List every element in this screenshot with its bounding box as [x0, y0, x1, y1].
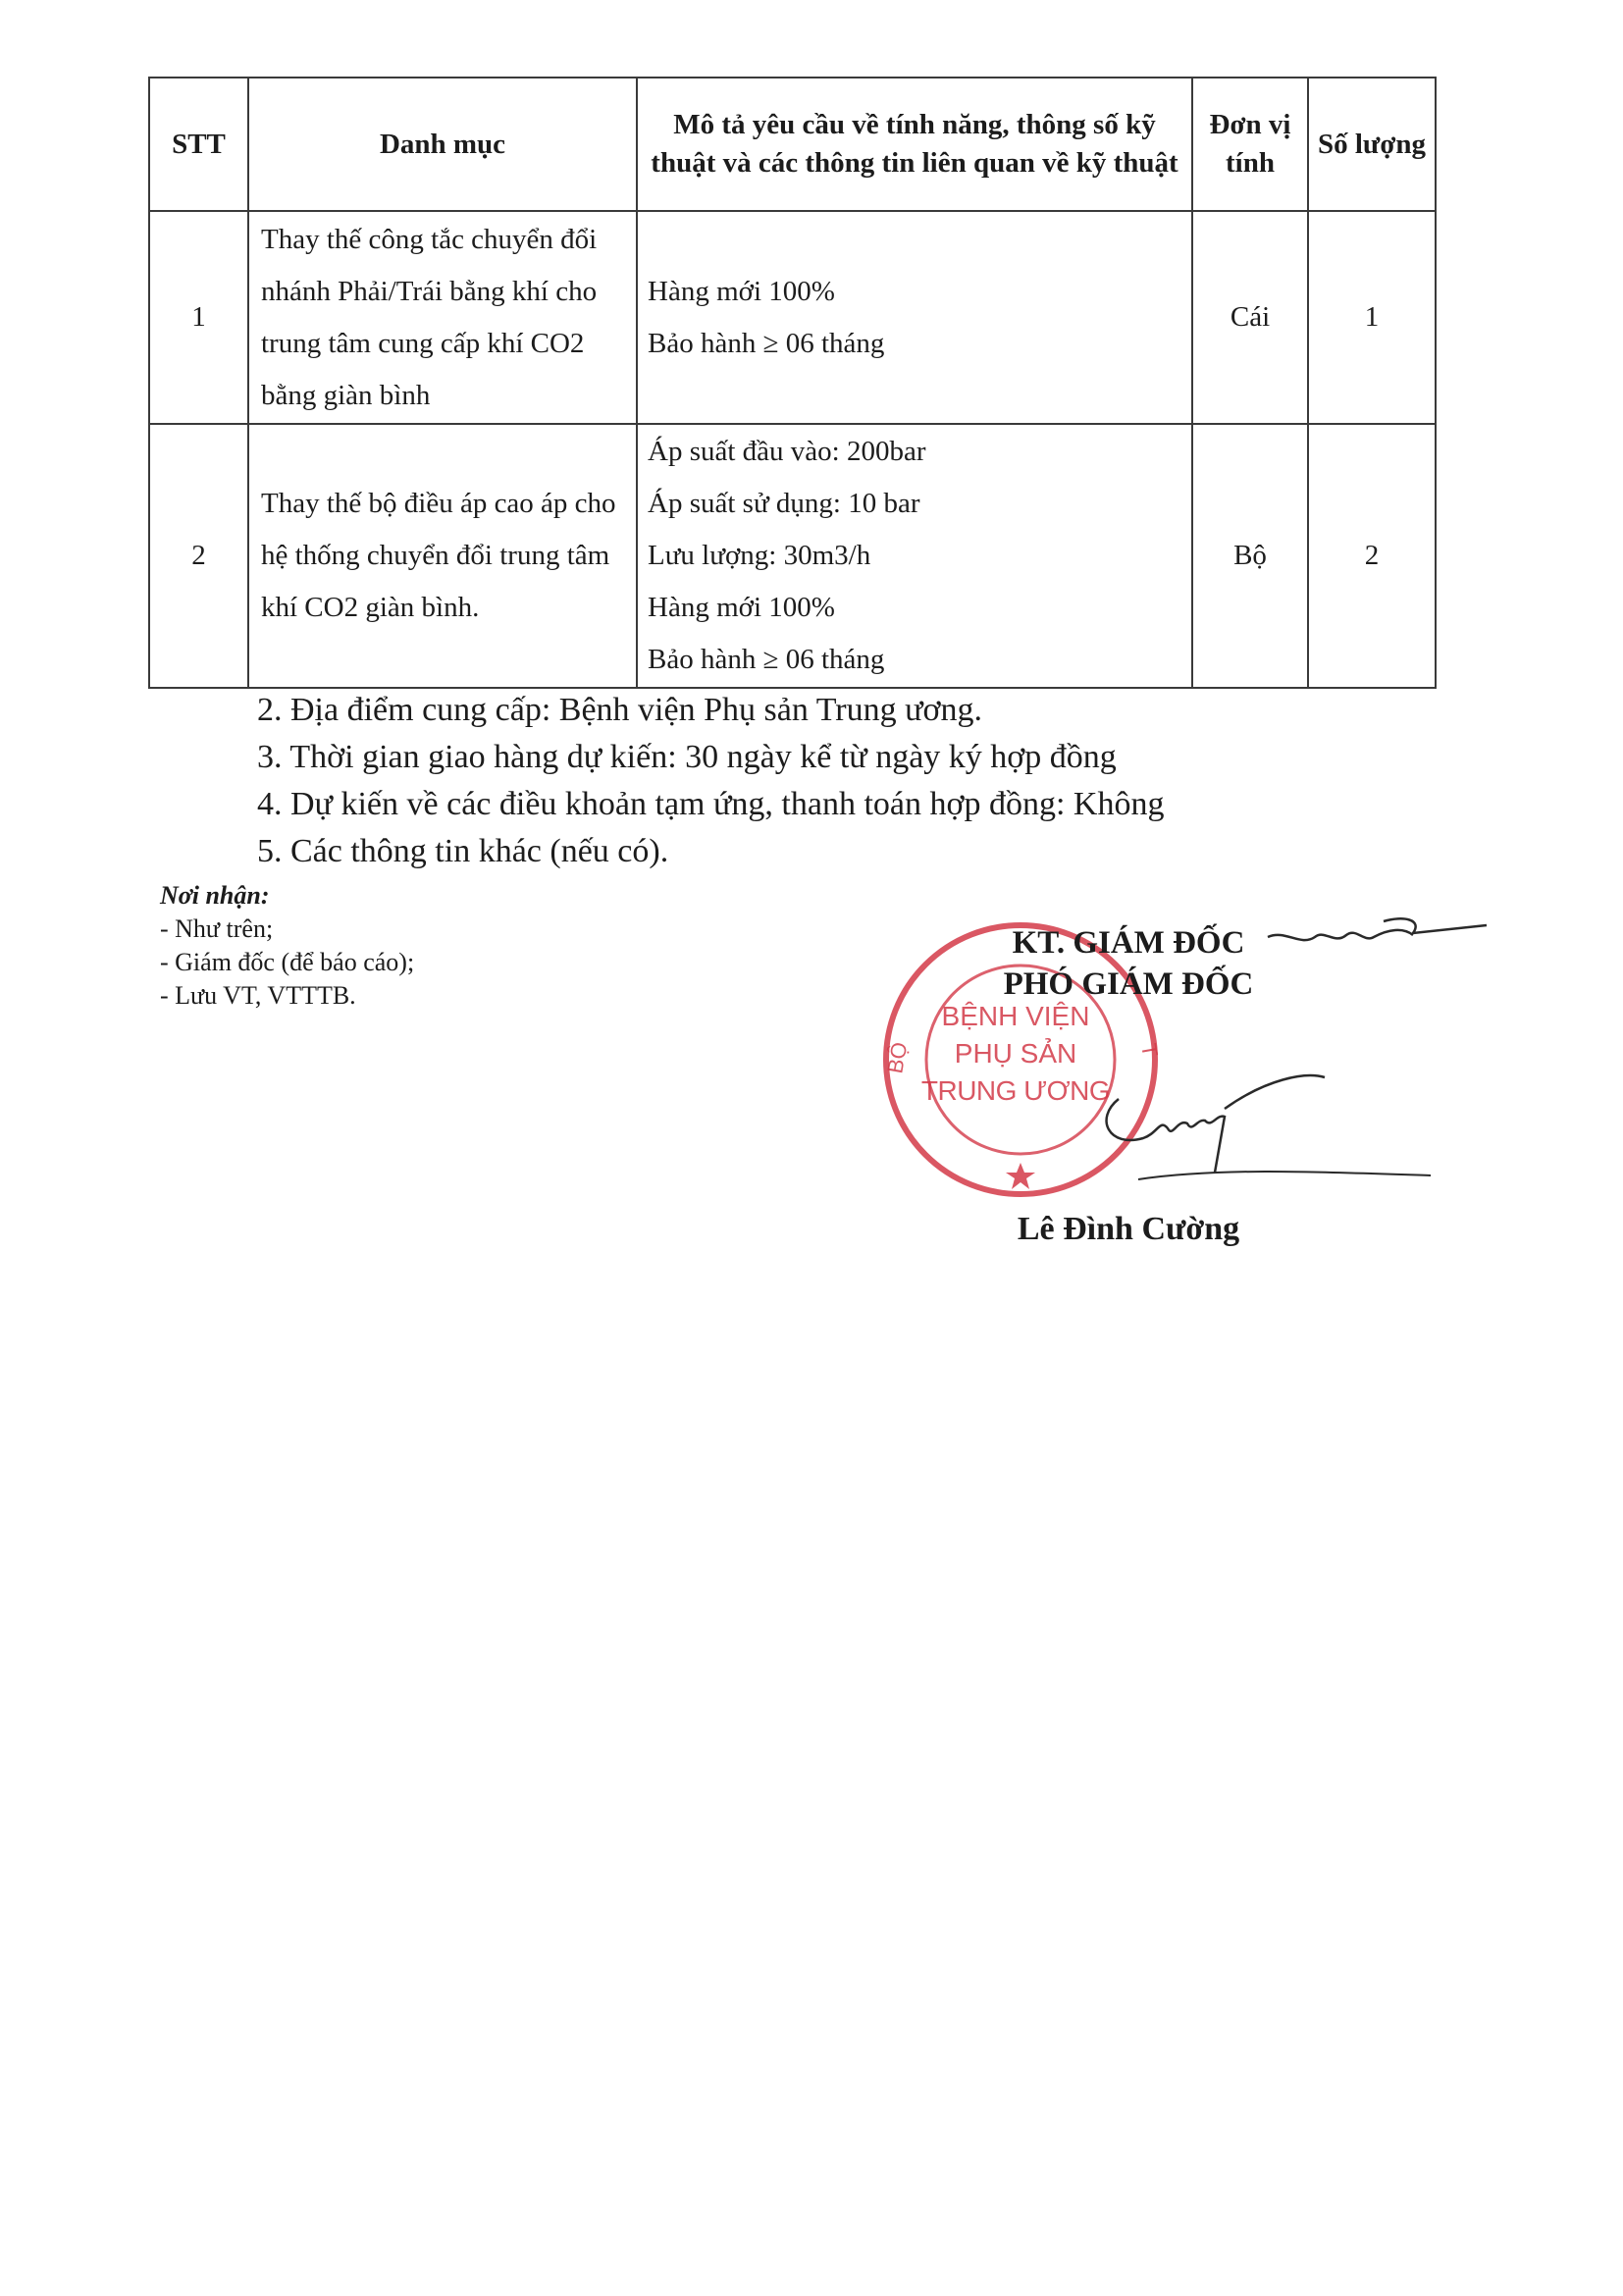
header-mo-ta: Mô tả yêu cầu về tính năng, thông số kỹ thuật và các thông tin liên quan về kỹ thuật [637, 78, 1192, 211]
header-danh-muc: Danh mục [248, 78, 637, 211]
recipients-block [160, 879, 414, 1013]
table-row [149, 211, 1436, 424]
stamp-ring-left: BỘ [882, 1040, 913, 1075]
signer-role [971, 922, 1285, 1005]
header-don-vi: Đơn vị tính [1192, 78, 1308, 211]
specification-table [148, 77, 1437, 689]
mo-ta-line: Hàng mới 100% [648, 275, 835, 307]
list-item: 4. Dự kiến về các điều khoản tạm ứng, thanh toán hợp đồng: Không [257, 786, 1165, 822]
mo-ta-line: Áp suất đầu vào: 200bar [648, 436, 926, 467]
header-so-luong: Số lượng [1308, 78, 1436, 211]
mo-ta-line: Hàng mới 100% [648, 592, 835, 623]
recipient-item: - Lưu VT, VTTTB. [160, 981, 356, 1010]
recipient-item: - Giám đốc (để báo cáo); [160, 948, 415, 976]
header-stt: STT [149, 78, 248, 211]
handwritten-signature-icon [1099, 1060, 1452, 1197]
row-so-luong: 1 [1308, 211, 1436, 424]
mo-ta-line: Áp suất sử dụng: 10 bar [648, 488, 920, 519]
mo-ta-line: Bảo hành ≥ 06 tháng [648, 327, 885, 359]
recipients-title: Nơi nhận: [160, 881, 270, 910]
row-mo-ta [637, 211, 1192, 424]
row-stt: 1 [149, 211, 248, 424]
list-item: 3. Thời gian giao hàng dự kiến: 30 ngày kể từ ngày ký hợp đồng [257, 739, 1117, 775]
stamp-text-line: TRUNG ƯƠNG [920, 1075, 1111, 1106]
row-danh-muc: Thay thế công tắc chuyển đổi nhánh Phải/Trái bằng khí cho trung tâm cung cấp khí CO2 bằng giàn bình [248, 211, 637, 424]
signer-name: Lê Đình Cường [1017, 1211, 1240, 1247]
table-header-row [149, 78, 1436, 211]
stamp-text-line: PHỤ SẢN [954, 1038, 1077, 1069]
signer-role-line: KT. GIÁM ĐỐC [1012, 925, 1245, 961]
mo-ta-line: Lưu lượng: 30m3/h [648, 540, 871, 571]
row-stt: 2 [149, 424, 248, 688]
row-don-vi: Bộ [1192, 424, 1308, 688]
row-mo-ta [637, 424, 1192, 688]
recipient-item: - Như trên; [160, 914, 274, 943]
stamp-ring-right: T [1136, 1041, 1163, 1060]
signer-role-line: PHÓ GIÁM ĐỐC [1003, 966, 1254, 1002]
row-danh-muc: Thay thế bộ điều áp cao áp cho hệ thống chuyển đổi trung tâm khí CO2 giàn bình. [248, 424, 637, 688]
row-so-luong: 2 [1308, 424, 1436, 688]
row-don-vi: Cái [1192, 211, 1308, 424]
initial-signature-icon [1266, 908, 1492, 966]
list-item: 5. Các thông tin khác (nếu có). [257, 833, 669, 869]
mo-ta-line: Bảo hành ≥ 06 tháng [648, 644, 885, 675]
table-row [149, 424, 1436, 688]
stamp-text-line: BỆNH VIỆN [941, 1001, 1090, 1031]
numbered-items [257, 687, 1164, 875]
list-item: 2. Địa điểm cung cấp: Bệnh viện Phụ sản Trung ương. [257, 692, 983, 728]
